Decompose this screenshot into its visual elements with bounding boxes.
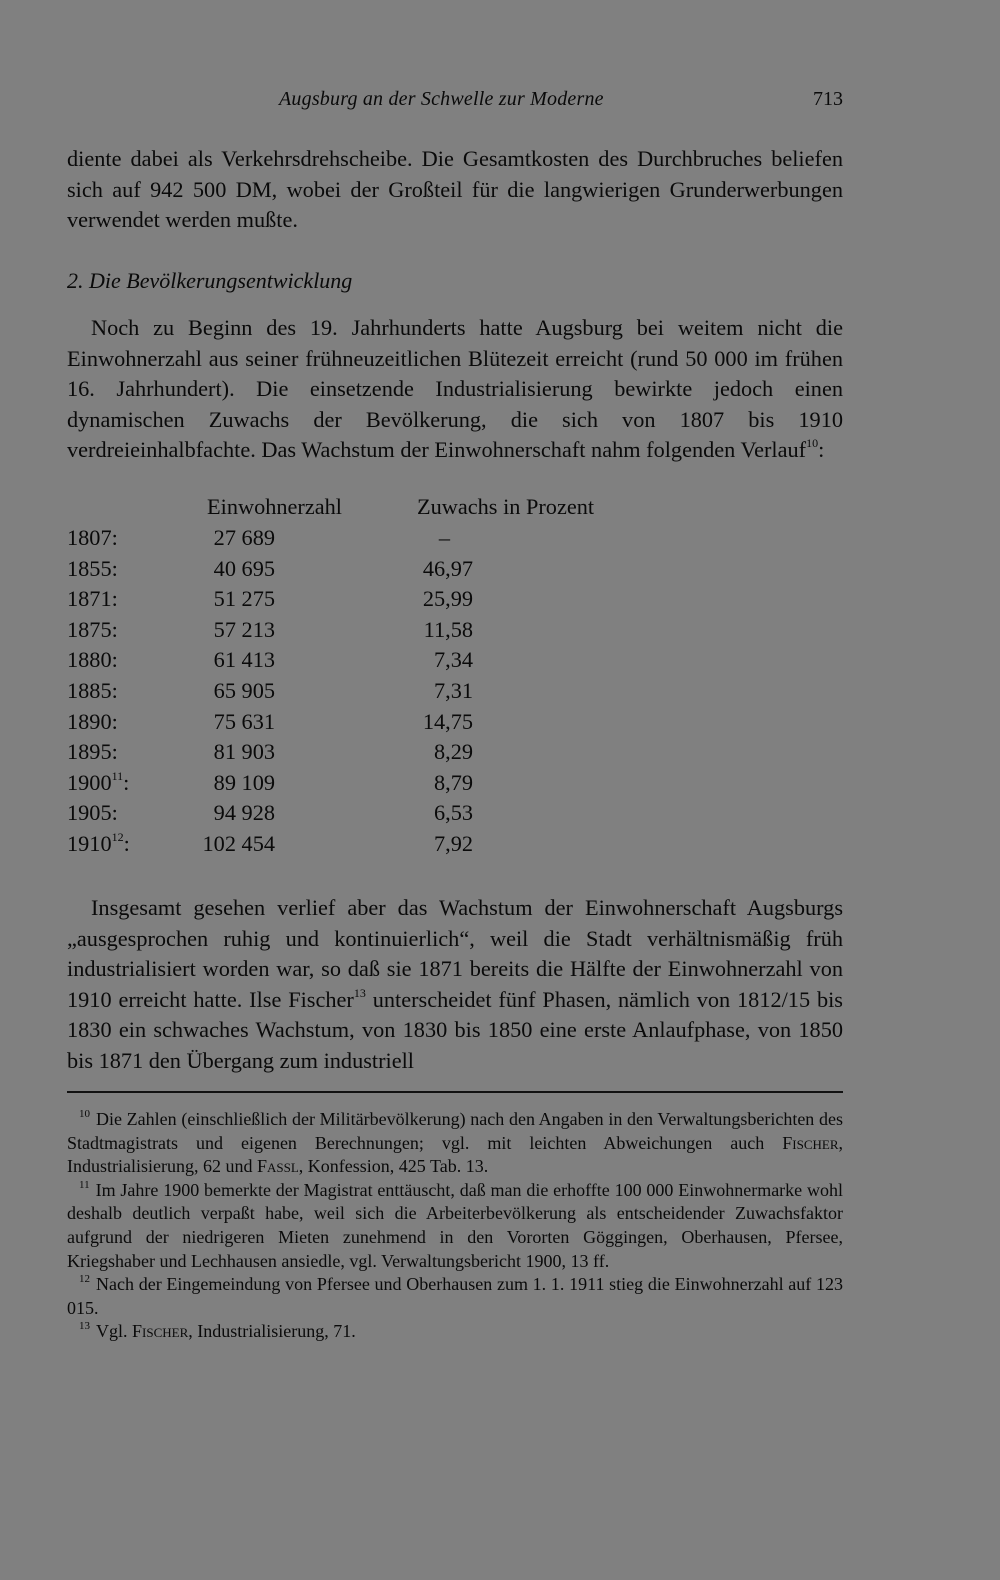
year-cell: 1807: bbox=[67, 525, 118, 550]
growth-cell: 25,99 bbox=[422, 586, 473, 612]
population-cell: 102 454 bbox=[202, 830, 275, 856]
paragraph-2-text: Noch zu Beginn des 19. Jahrhunderts hatte Augsburg bei weitem nicht die Einwohnerzahl aus seiner frühneuzeitlichen Blütezeit erreicht (rund 50 000 im frühen 16. Jahrhundert). Die einsetzende Industrialisierung bewirkte jedoch einen dynamischen Zuwachs der Bevölkerung, die sich von 1807 bis 1910 verdreieinhalbfachte. Das Wachstum der Einwohnerschaft nahm folgenden Verlauf bbox=[67, 315, 843, 462]
year-cell: 1895: bbox=[67, 739, 118, 765]
growth-cell: – bbox=[438, 525, 450, 550]
table-row bbox=[67, 586, 627, 617]
table-row bbox=[67, 770, 627, 801]
year-cell: 1885: bbox=[67, 677, 118, 703]
page-number: 713 bbox=[813, 88, 843, 110]
footnote-text: , Industrialisierung, 71. bbox=[188, 1321, 356, 1342]
author-name: Fischer bbox=[132, 1321, 189, 1342]
paragraph-2 bbox=[67, 313, 843, 466]
table-header bbox=[67, 494, 627, 525]
table-row bbox=[67, 709, 627, 740]
population-cell: 89 109 bbox=[213, 769, 275, 795]
table-row bbox=[67, 617, 627, 648]
paragraph-3-text-a: Insgesamt gesehen verlief aber das Wachstum der Einwohnerschaft Augsburgs „ausgesprochen ruhig und kontinuierlich“, weil die Stadt verhältnismäßig früh industrialisiert worden war, so daß sie 1871 bereits die Hälfte der Einwohnerzahl von 1910 erreicht hatte. Ilse Fischer bbox=[67, 895, 843, 1012]
footnote-text: Die Zahlen (einschließlich der Militärbevölkerung) nach den Angaben in den Verwaltungsberichten des Stadtmagistrats und eigenen Berechnungen; vgl. mit leichten Abweichungen auch bbox=[67, 1109, 843, 1153]
table-row bbox=[67, 831, 627, 862]
footnote-ref-10[interactable]: 10 bbox=[806, 436, 819, 450]
footnote-12 bbox=[67, 1273, 843, 1320]
footnote-mark: 10 bbox=[79, 1108, 90, 1120]
growth-cell: 6,53 bbox=[433, 800, 473, 826]
population-cell: 57 213 bbox=[213, 616, 275, 642]
population-table bbox=[67, 494, 627, 862]
footnote-text: Nach der Eingemeindung von Pfersee und Oberhausen zum 1. 1. 1911 stieg die Einwohnerzahl auf 123 015. bbox=[67, 1274, 843, 1318]
year-cell: 1900$^{11}$: bbox=[67, 768, 130, 795]
growth-cell: 14,75 bbox=[422, 708, 473, 734]
paragraph-3 bbox=[67, 893, 843, 1076]
footnote-text: Im Jahre 1900 bemerkte der Magistrat enttäuscht, daß man die erhoffte 100 000 Einwohnermarke wohl deshalb deutlich verpaßt habe, weil sich die Arbeiterbevölkerung als entscheidender Zuwachsfaktor aufgrund der niedrigeren Mieten zunehmend in den Vororten Göggingen, Oberhausen, Pfersee, Kriegshaber und Lechhausen ansiedle, vgl. Verwaltungsbericht 1900, 13 ff. bbox=[67, 1179, 843, 1271]
table-row bbox=[67, 647, 627, 678]
running-head bbox=[67, 88, 843, 118]
table-row bbox=[67, 800, 627, 831]
population-cell: 94 928 bbox=[213, 800, 275, 826]
footnote-rule bbox=[67, 1091, 843, 1093]
footnote-11 bbox=[67, 1179, 843, 1273]
book-page bbox=[67, 0, 843, 1580]
author-name: Fassl bbox=[256, 1156, 299, 1177]
running-title: Augsburg an der Schwelle zur Moderne bbox=[279, 88, 604, 110]
growth-cell: 8,29 bbox=[433, 739, 473, 765]
table-row bbox=[67, 678, 627, 709]
footnote-ref-13[interactable]: 13 bbox=[353, 985, 366, 1000]
population-cell: 75 631 bbox=[213, 708, 275, 734]
paragraph-2-end: : bbox=[818, 437, 825, 462]
table-row bbox=[67, 556, 627, 587]
section-heading: 2. Die Bevölkerungsentwicklung bbox=[67, 268, 353, 293]
population-cell: 27 689 bbox=[213, 525, 275, 550]
footnote-ref-11[interactable]: 11 bbox=[111, 768, 124, 783]
header-population: Einwohnerzahl bbox=[207, 494, 342, 519]
footnote-mark: 11 bbox=[79, 1178, 90, 1191]
population-cell: 61 413 bbox=[213, 647, 275, 673]
footnote-10 bbox=[67, 1108, 843, 1179]
year-cell: 1910$^{12}$: bbox=[67, 829, 130, 856]
population-cell: 65 905 bbox=[213, 677, 275, 703]
footnote-text: , Industrialisierung, 62 und bbox=[67, 1132, 843, 1177]
growth-cell: 7,92 bbox=[433, 830, 473, 856]
population-cell: 81 903 bbox=[213, 739, 275, 765]
paragraph-1: diente dabei als Verkehrsdrehscheibe. Die Gesamtkosten des Durchbruches beliefen sich auf 942 500 DM, wobei der Großteil für die langwierigen Grunderwerbungen verwendet werden mußte. bbox=[67, 146, 843, 232]
footnote-text: Vgl. bbox=[96, 1321, 132, 1342]
table-row bbox=[67, 739, 627, 770]
author-name: Fischer bbox=[782, 1132, 839, 1153]
paragraph-3-text-b: unterscheidet fünf Phasen, nämlich von 1812/15 bis 1830 ein schwaches Wachstum, von 1830 bis 1850 eine erste Anlaufphase, von 1850 bis 1871 den Übergang zum industriell bbox=[67, 986, 843, 1073]
table-body bbox=[67, 525, 627, 862]
year-cell: 1875: bbox=[67, 616, 118, 642]
footnotes bbox=[67, 1108, 843, 1344]
year-cell: 1905: bbox=[67, 800, 118, 826]
footnote-ref-12[interactable]: 12 bbox=[111, 829, 124, 844]
growth-cell: 7,31 bbox=[433, 677, 473, 703]
growth-cell: 7,34 bbox=[433, 647, 473, 673]
growth-cell: 46,97 bbox=[422, 555, 473, 581]
population-cell: 40 695 bbox=[213, 555, 275, 581]
growth-cell: 8,79 bbox=[433, 769, 473, 795]
population-cell: 51 275 bbox=[213, 586, 275, 612]
year-cell: 1855: bbox=[67, 555, 118, 581]
year-cell: 1871: bbox=[67, 586, 118, 612]
footnote-text: , Konfession, 425 Tab. 13. bbox=[298, 1156, 489, 1177]
year-cell: 1890: bbox=[67, 708, 118, 734]
table-row bbox=[67, 525, 627, 556]
footnote-13 bbox=[67, 1320, 843, 1344]
growth-cell: 11,58 bbox=[423, 616, 473, 642]
footnote-mark: 13 bbox=[79, 1320, 90, 1333]
year-cell: 1880: bbox=[67, 647, 118, 673]
header-growth: Zuwachs in Prozent bbox=[417, 494, 595, 519]
footnote-mark: 12 bbox=[79, 1273, 90, 1286]
